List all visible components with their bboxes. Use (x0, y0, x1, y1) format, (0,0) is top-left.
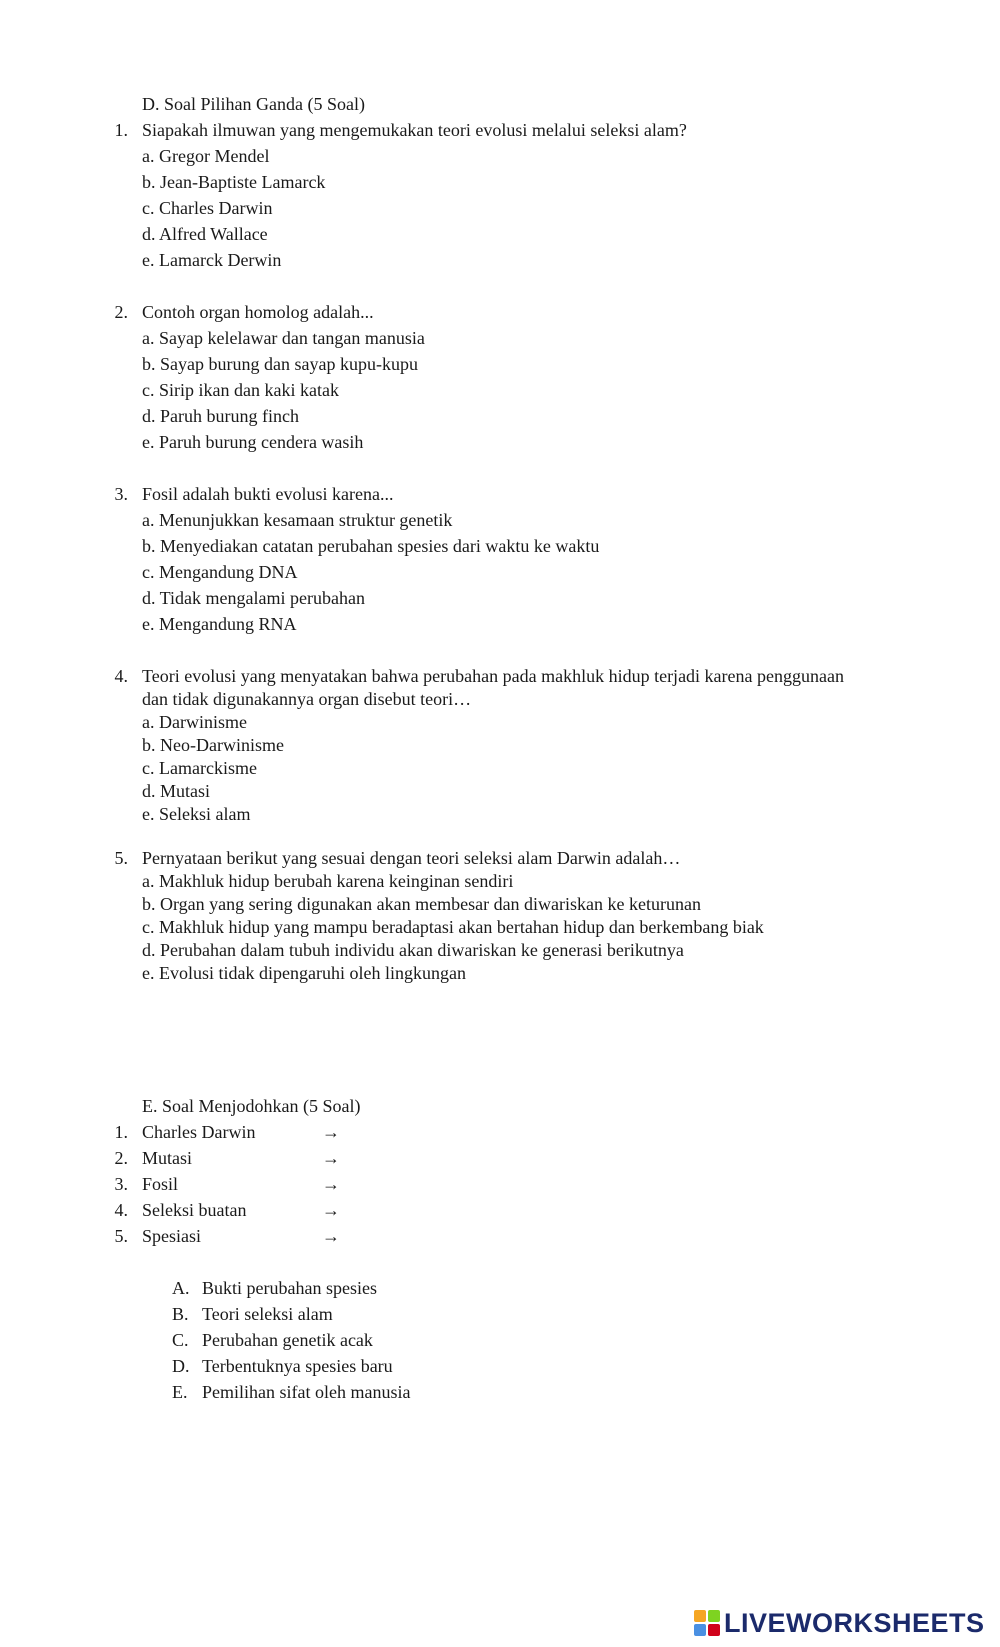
term-text: Charles Darwin (142, 1122, 256, 1142)
option-d[interactable]: d. Paruh burung finch (142, 406, 299, 426)
arrow-right-icon[interactable]: → (322, 1148, 340, 1168)
answer-letter: B. (172, 1304, 189, 1324)
option-b[interactable]: b. Jean-Baptiste Lamarck (142, 172, 326, 192)
answer-text: Bukti perubahan spesies (202, 1278, 377, 1298)
term-number: 1. (114, 1122, 128, 1142)
arrow-right-icon[interactable]: → (322, 1174, 340, 1194)
answer-text: Perubahan genetik acak (202, 1330, 373, 1350)
question-text: Fosil adalah bukti evolusi karena... (142, 484, 394, 504)
term-text: Mutasi (142, 1148, 193, 1168)
option-c[interactable]: c. Makhluk hidup yang mampu beradaptasi akan bertahan hidup dan berkembang biak (142, 917, 764, 937)
option-c[interactable]: c. Sirip ikan dan kaki katak (142, 380, 339, 400)
question-number: 3. (114, 484, 128, 504)
term-number: 4. (114, 1200, 128, 1220)
logo-block (708, 1624, 720, 1636)
option-a[interactable]: a. Gregor Mendel (142, 146, 270, 166)
logo-text: LIVEWORKSHEETS (724, 1607, 985, 1638)
question-text-line-1: Teori evolusi yang menyatakan bahwa perubahan pada makhluk hidup terjadi karena penggunaan (142, 666, 844, 686)
question-text: Contoh organ homolog adalah... (142, 302, 374, 322)
question-number: 5. (114, 848, 128, 868)
option-c[interactable]: c. Charles Darwin (142, 198, 273, 218)
question-text-line-2: dan tidak digunakannya organ disebut teori… (142, 689, 472, 709)
term-text: Spesiasi (142, 1226, 202, 1246)
answer-letter: C. (172, 1330, 189, 1350)
option-b[interactable]: b. Organ yang sering digunakan akan membesar dan diwariskan ke keturunan (142, 894, 701, 914)
option-d[interactable]: d. Tidak mengalami perubahan (142, 588, 365, 608)
section-d-heading: D. Soal Pilihan Ganda (5 Soal) (142, 94, 365, 114)
question-number: 4. (114, 666, 128, 686)
answer-letter: D. (172, 1356, 190, 1376)
option-e[interactable]: e. Lamarck Derwin (142, 250, 282, 270)
option-e[interactable]: e. Seleksi alam (142, 804, 251, 824)
term-number: 3. (114, 1174, 128, 1194)
term-number: 2. (114, 1148, 128, 1168)
logo-block (694, 1610, 706, 1622)
option-a[interactable]: a. Darwinisme (142, 712, 247, 732)
option-d[interactable]: d. Perubahan dalam tubuh individu akan diwariskan ke generasi berikutnya (142, 940, 684, 960)
option-b[interactable]: b. Menyediakan catatan perubahan spesies dari waktu ke waktu (142, 536, 600, 556)
option-e[interactable]: e. Paruh burung cendera wasih (142, 432, 364, 452)
logo-block (708, 1610, 720, 1622)
logo-blocks-icon (694, 1610, 720, 1636)
question-number: 2. (114, 302, 128, 322)
term-number: 5. (114, 1226, 128, 1246)
term-text: Seleksi buatan (142, 1200, 247, 1220)
answer-text: Teori seleksi alam (202, 1304, 333, 1324)
option-c[interactable]: c. Mengandung DNA (142, 562, 298, 582)
option-b[interactable]: b. Sayap burung dan sayap kupu-kupu (142, 354, 418, 374)
answer-text: Terbentuknya spesies baru (202, 1356, 393, 1376)
option-d[interactable]: d. Mutasi (142, 781, 211, 801)
liveworksheets-logo (694, 1609, 985, 1637)
option-a[interactable]: a. Makhluk hidup berubah karena keinginan sendiri (142, 871, 514, 891)
option-c[interactable]: c. Lamarckisme (142, 758, 257, 778)
term-text: Fosil (142, 1174, 179, 1194)
section-e-heading: E. Soal Menjodohkan (5 Soal) (142, 1096, 361, 1116)
option-b[interactable]: b. Neo-Darwinisme (142, 735, 284, 755)
answer-text: Pemilihan sifat oleh manusia (202, 1382, 411, 1402)
question-text: Pernyataan berikut yang sesuai dengan teori seleksi alam Darwin adalah… (142, 848, 681, 868)
question-text: Siapakah ilmuwan yang mengemukakan teori evolusi melalui seleksi alam? (142, 120, 687, 140)
option-a[interactable]: a. Menunjukkan kesamaan struktur genetik (142, 510, 453, 530)
option-a[interactable]: a. Sayap kelelawar dan tangan manusia (142, 328, 425, 348)
arrow-right-icon[interactable]: → (322, 1122, 340, 1142)
option-e[interactable]: e. Mengandung RNA (142, 614, 297, 634)
question-number: 1. (114, 120, 128, 140)
logo-block (694, 1624, 706, 1636)
answer-letter: A. (172, 1278, 190, 1298)
answer-letter: E. (172, 1382, 188, 1402)
arrow-right-icon[interactable]: → (322, 1226, 340, 1246)
arrow-right-icon[interactable]: → (322, 1200, 340, 1220)
option-e[interactable]: e. Evolusi tidak dipengaruhi oleh lingkungan (142, 963, 466, 983)
option-d[interactable]: d. Alfred Wallace (142, 224, 268, 244)
